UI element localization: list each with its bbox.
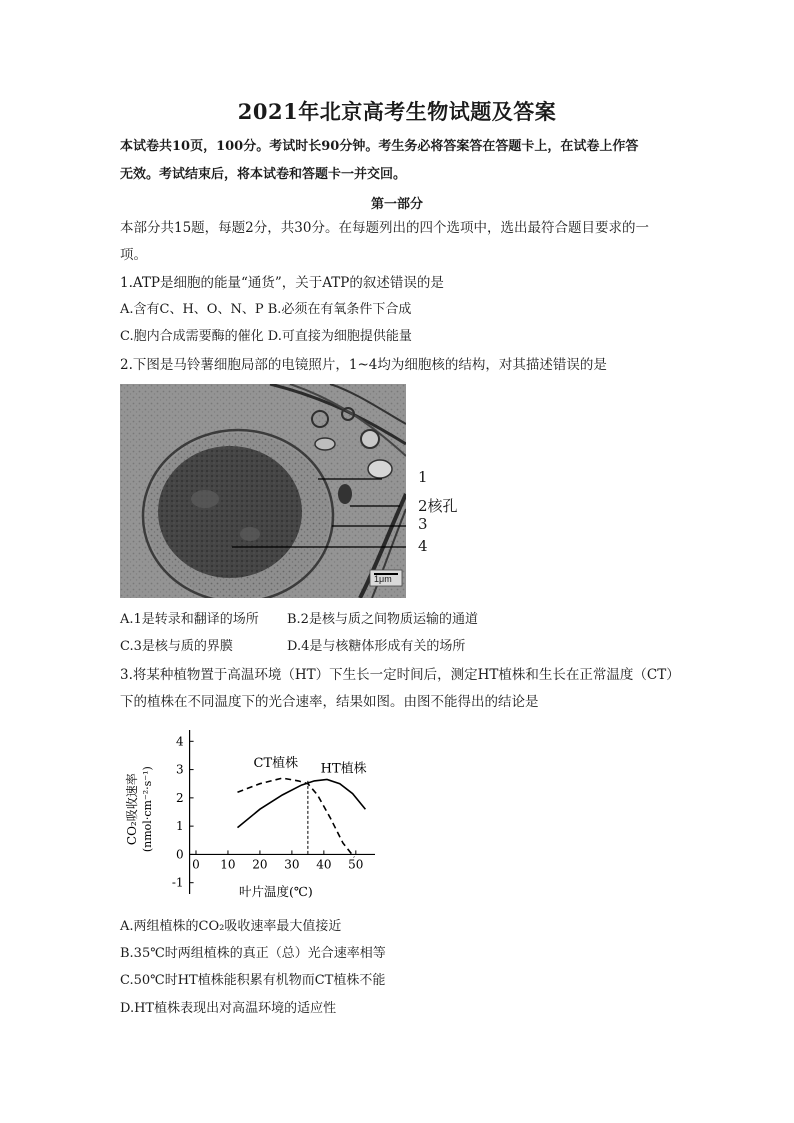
q3-option-c: C.50℃时HT植株能积累有机物而CT植株不能 [120, 973, 386, 988]
y-axis-label: CO₂吸收速率 [125, 773, 139, 846]
notice-line-2: 无效。考试结束后，将本试卷和答题卡一并交回。 [120, 167, 407, 182]
nucleolus [158, 446, 302, 578]
q1-stem: 1.ATP是细胞的能量“通货”，关于ATP的叙述错误的是 [120, 275, 444, 291]
figure-label-1: 1 [418, 468, 428, 486]
figure-label-2-nuclear-pore: 2核孔 [418, 497, 458, 515]
x-tick-label: 10 [220, 857, 236, 872]
y-tick-label: -1 [171, 875, 184, 890]
y-tick-label: 0 [175, 847, 184, 862]
x-tick-label: 20 [252, 857, 268, 872]
q2-option-d: D.4是与核糖体形成有关的场所 [287, 639, 466, 654]
figure-label-4: 4 [418, 537, 428, 555]
q2-option-a: A.1是转录和翻译的场所 [120, 612, 259, 627]
q3-option-d: D.HT植株表现出对高温环境的适应性 [120, 1001, 337, 1016]
q2-stem: 2.下图是马铃薯细胞局部的电镜照片，1~4均为细胞核的结构，对其描述错误的是 [120, 357, 607, 373]
y-tick-label: 1 [175, 819, 184, 834]
y-tick-label: 4 [175, 734, 184, 749]
intro-line-2: 项。 [120, 247, 147, 263]
y-tick-label: 3 [175, 762, 184, 777]
q3-option-a: A.两组植株的CO₂吸收速率最大值接近 [120, 919, 342, 934]
y-tick-label: 2 [175, 790, 184, 805]
x-tick-label: 0 [192, 857, 200, 872]
intro-line-1: 本部分共15题，每题2分，共30分。在每题列出的四个选项中，选出最符合题目要求的一 [120, 220, 649, 236]
x-tick-label: 50 [348, 857, 364, 872]
scale-bar-label: 1μm [374, 574, 392, 584]
photosynthesis-chart [120, 722, 380, 907]
q1-options-row-1: A.含有C、H、O、N、P B.必须在有氧条件下合成 [120, 302, 412, 317]
q1-options-row-2: C.胞内合成需要酶的催化 D.可直接为细胞提供能量 [120, 329, 412, 344]
q3-stem-line-2: 下的植株在不同温度下的光合速率，结果如图。由图不能得出的结论是 [120, 694, 539, 710]
q2-option-c: C.3是核与质的界膜 [120, 639, 233, 654]
series-label-ht: HT植株 [320, 761, 367, 777]
series-label-ct: CT植株 [253, 755, 299, 771]
micrograph-figure [120, 384, 406, 598]
y-axis-unit-label: (nmol·cm⁻²·s⁻¹) [141, 766, 154, 853]
series-line-ht [238, 780, 366, 828]
notice-line-1: 本试卷共10页，100分。考试时长90分钟。考生务必将答案答在答题卡上，在试卷上作答 [120, 139, 639, 154]
q2-option-b: B.2是核与质之间物质运输的通道 [287, 612, 478, 627]
figure-label-3: 3 [418, 515, 428, 533]
x-tick-label: 30 [284, 857, 300, 872]
page-title: 2021年北京高考生物试题及答案 [237, 99, 557, 124]
series-line-ct [238, 778, 355, 857]
x-axis-label: 叶片温度(℃) [239, 884, 313, 899]
q3-stem-line-1: 3.将某种植物置于高温环境（HT）下生长一定时间后，测定HT植株和生长在正常温度（CT） [120, 667, 680, 683]
part-heading: 第一部分 [370, 197, 423, 212]
q3-option-b: B.35℃时两组植株的真正（总）光合速率相等 [120, 946, 386, 961]
x-tick-label: 40 [316, 857, 332, 872]
